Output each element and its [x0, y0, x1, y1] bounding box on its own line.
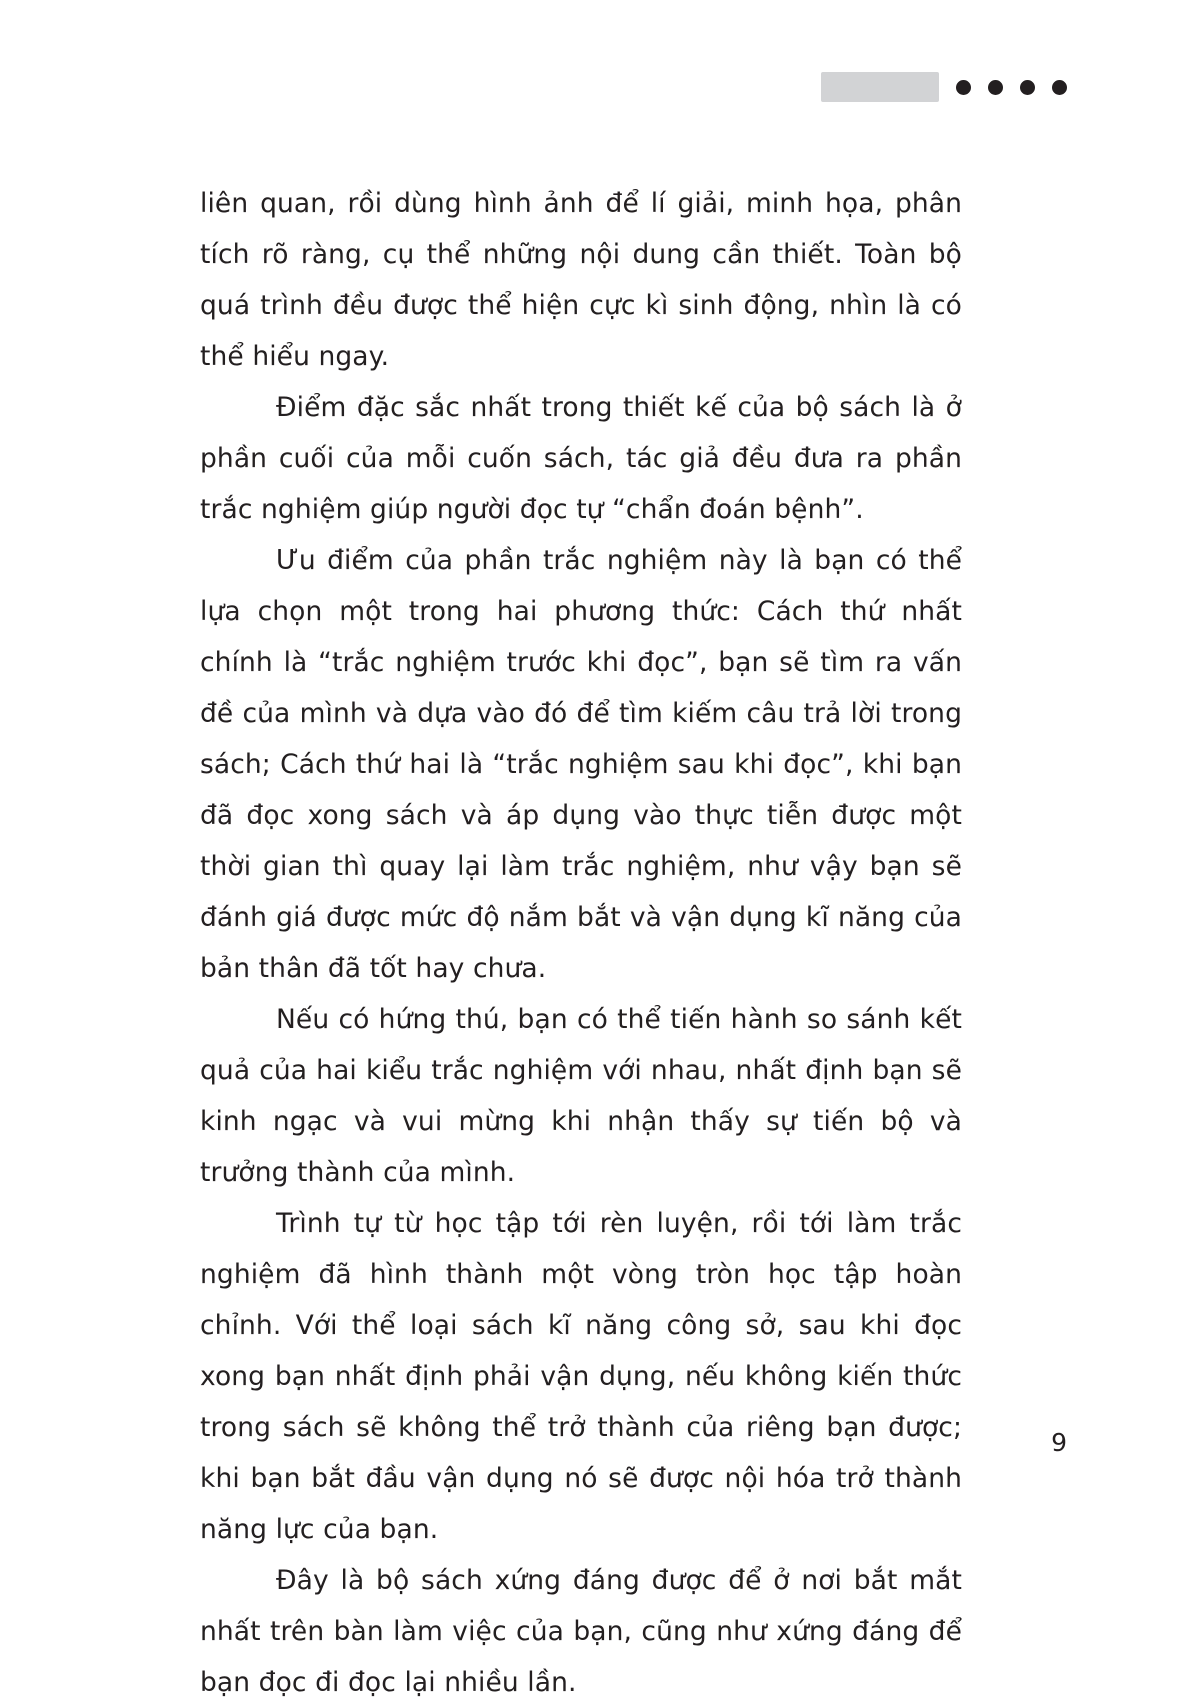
paragraph: Đây là bộ sách xứng đáng được để ở nơi bắt mắt nhất trên bàn làm việc của bạn, cũng như xứng đáng để bạn đọc đi đọc lại nhiều lần.	[200, 1565, 962, 1698]
paragraph: Nếu có hứng thú, bạn có thể tiến hành so sánh kết quả của hai kiểu trắc nghiệm với nhau, nhất định bạn sẽ kinh ngạc và vui mừng khi nhận thấy sự tiến bộ và trưởng thành của mình.	[200, 1004, 962, 1188]
paragraph: Điểm đặc sắc nhất trong thiết kế của bộ sách là ở phần cuối của mỗi cuốn sách, tác giả đều đưa ra phần trắc nghiệm giúp người đọc tự “chẩn đoán bệnh”.	[200, 392, 962, 525]
paragraph: Trình tự từ học tập tới rèn luyện, rồi tới làm trắc nghiệm đã hình thành một vòng tròn học tập hoàn chỉnh. Với thể loại sách kĩ năng công sở, sau khi đọc xong bạn nhất định phải vận dụng, nếu không kiến thức trong sách sẽ không thể trở thành của riêng bạn được; khi bạn bắt đầu vận dụng nó sẽ được nội hóa trở thành năng lực của bạn.	[200, 1208, 962, 1545]
dot-icon	[956, 80, 971, 95]
dot-icon	[1020, 80, 1035, 95]
paragraph: Ưu điểm của phần trắc nghiệm này là bạn có thể lựa chọn một trong hai phương thức: Cách thứ nhất chính là “trắc nghiệm trước khi đọc”, bạn sẽ tìm ra vấn đề của mình và dựa vào đó để tìm kiếm câu trả lời trong sách; Cách thứ hai là “trắc nghiệm sau khi đọc”, khi bạn đã đọc xong sách và áp dụng vào thực tiễn được một thời gian thì quay lại làm trắc nghiệm, như vậy bạn sẽ đánh giá được mức độ nắm bắt và vận dụng kĩ năng của bản thân đã tốt hay chưa.	[200, 545, 962, 984]
header-decoration	[821, 72, 1067, 102]
body-text	[200, 178, 962, 1708]
page-number: 9	[1051, 1428, 1067, 1457]
grey-bar-decoration	[821, 72, 939, 102]
dot-icon	[988, 80, 1003, 95]
paragraph: liên quan, rồi dùng hình ảnh để lí giải, minh họa, phân tích rõ ràng, cụ thể những nội dung cần thiết. Toàn bộ quá trình đều được thể hiện cực kì sinh động, nhìn là có thể hiểu ngay.	[200, 188, 962, 372]
dot-icon	[1052, 80, 1067, 95]
